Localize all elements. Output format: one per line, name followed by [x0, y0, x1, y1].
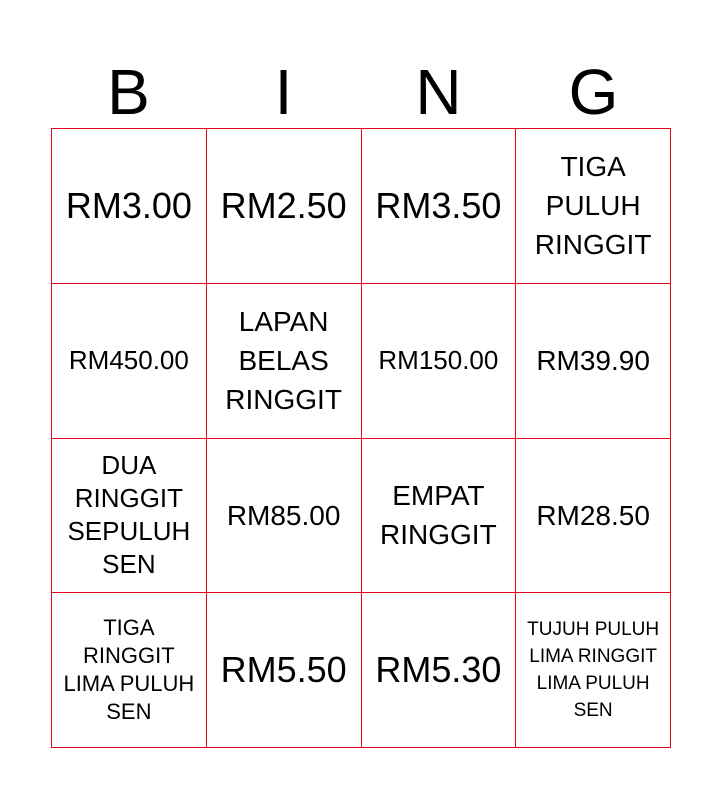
bingo-cell-r3c1[interactable]: [52, 439, 207, 594]
cell-text: RM39.90: [536, 345, 650, 377]
bingo-cell-r4c1[interactable]: [52, 593, 207, 748]
cell-text: TUJUH PULUH LIMA RINGGIT LIMA PULUH SEN: [527, 619, 660, 722]
header-letter-b: B: [107, 56, 150, 128]
bingo-cell-r1c1[interactable]: [52, 129, 207, 284]
bingo-cell-r3c2[interactable]: [207, 439, 362, 594]
cell-text: EMPAT RINGGIT: [380, 480, 497, 551]
bingo-board: [51, 128, 671, 748]
cell-text: RM3.50: [375, 184, 502, 226]
cell-text: LAPAN BELAS RINGGIT: [225, 306, 342, 416]
cell-text: RM2.50: [220, 184, 347, 226]
cell-text: RM85.00: [226, 499, 341, 531]
bingo-cell-r4c4[interactable]: [516, 593, 671, 748]
bingo-cell-r2c3[interactable]: [362, 284, 517, 439]
bingo-cell-r1c4[interactable]: [516, 129, 671, 284]
bingo-cell-r4c2[interactable]: [207, 593, 362, 748]
bingo-header: [51, 56, 671, 128]
cell-text: TIGA RINGGIT LIMA PULUH SEN: [63, 615, 195, 725]
bingo-cell-r4c3[interactable]: [362, 593, 517, 748]
cell-text: RM450.00: [68, 345, 189, 376]
cell-text: RM28.50: [536, 499, 650, 531]
cell-text: RM5.30: [375, 649, 502, 691]
cell-text: RM5.50: [220, 649, 347, 691]
bingo-cell-r2c2[interactable]: [207, 284, 362, 439]
header-letter-i: I: [274, 56, 293, 128]
bingo-cell-r2c4[interactable]: [516, 284, 671, 439]
header-letter-g: G: [568, 56, 619, 128]
cell-text: RM3.00: [65, 184, 192, 226]
bingo-cell-r3c4[interactable]: [516, 439, 671, 594]
bingo-cell-r3c3[interactable]: [362, 439, 517, 594]
cell-text: TIGA PULUH RINGGIT: [534, 151, 652, 261]
header-letter-n: N: [415, 56, 462, 128]
bingo-cell-r1c2[interactable]: [207, 129, 362, 284]
cell-text: RM150.00: [378, 345, 499, 376]
cell-text: DUA RINGGIT SEPULUH SEN: [67, 450, 191, 580]
bingo-cell-r1c3[interactable]: [362, 129, 517, 284]
bingo-cell-r2c1[interactable]: [52, 284, 207, 439]
